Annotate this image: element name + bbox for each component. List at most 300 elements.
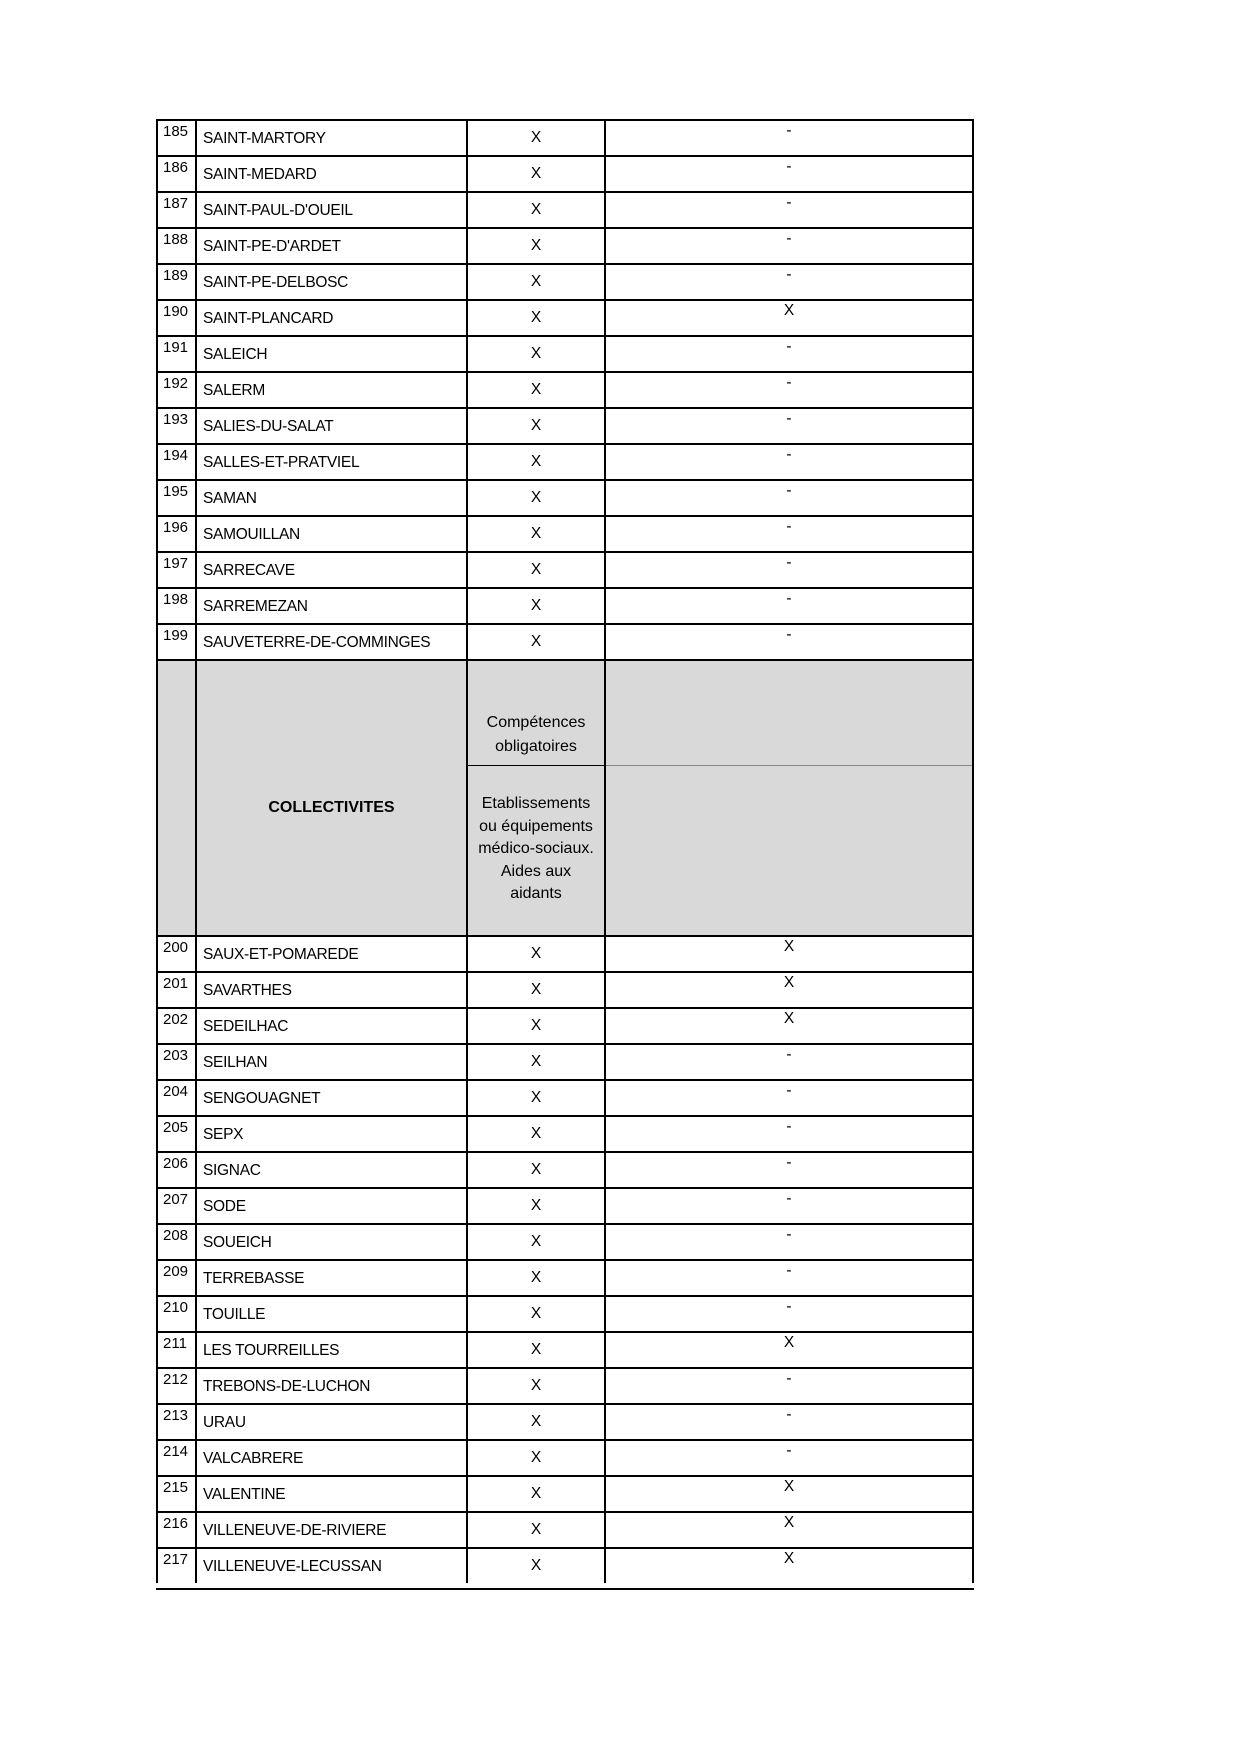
row-number: 197 xyxy=(163,555,189,572)
competence-mark: X xyxy=(530,417,542,434)
competence-cell xyxy=(466,515,604,551)
extra-mark: X xyxy=(783,938,795,955)
header-divider xyxy=(468,765,604,766)
competence-cell xyxy=(466,407,604,443)
commune-name: SALIES-DU-SALAT xyxy=(203,418,334,435)
name-cell xyxy=(195,623,466,659)
row-number: 187 xyxy=(163,195,189,212)
num-cell xyxy=(156,1367,195,1403)
commune-name: SOUEICH xyxy=(203,1234,272,1251)
num-cell xyxy=(156,1223,195,1259)
table-row xyxy=(156,1295,972,1331)
extra-mark: - xyxy=(786,1046,792,1063)
extra-mark: - xyxy=(786,1118,792,1135)
extra-cell xyxy=(604,1403,974,1439)
extra-cell xyxy=(604,1439,974,1475)
competence-mark: X xyxy=(530,1557,542,1574)
table-row xyxy=(156,1511,972,1547)
name-cell xyxy=(195,335,466,371)
competence-mark: X xyxy=(530,165,542,182)
extra-mark: X xyxy=(783,1478,795,1495)
commune-name: SAINT-MEDARD xyxy=(203,166,317,183)
row-number: 202 xyxy=(163,1011,189,1028)
commune-name: SAINT-PE-DELBOSC xyxy=(203,274,349,291)
num-cell xyxy=(156,1259,195,1295)
num-cell xyxy=(156,1043,195,1079)
row-number: 206 xyxy=(163,1155,189,1172)
extra-cell xyxy=(604,299,974,335)
name-cell xyxy=(195,971,466,1007)
extra-cell xyxy=(604,551,974,587)
header-num-cell xyxy=(156,659,195,935)
extra-mark: - xyxy=(786,554,792,571)
table-row xyxy=(156,1151,972,1187)
table-row xyxy=(156,263,972,299)
extra-mark: - xyxy=(786,266,792,283)
commune-name: SAMOUILLAN xyxy=(203,526,300,543)
row-number: 189 xyxy=(163,267,189,284)
extra-cell xyxy=(604,1007,974,1043)
table-row xyxy=(156,1547,972,1583)
commune-name: URAU xyxy=(203,1414,246,1431)
name-cell xyxy=(195,515,466,551)
num-cell xyxy=(156,971,195,1007)
header-line: Compétences xyxy=(486,714,586,731)
name-cell xyxy=(195,1187,466,1223)
name-cell xyxy=(195,1511,466,1547)
extra-cell xyxy=(604,971,974,1007)
competence-cell xyxy=(466,1151,604,1187)
num-cell xyxy=(156,479,195,515)
table-row xyxy=(156,299,972,335)
header-competences xyxy=(468,711,604,759)
competence-mark: X xyxy=(530,1161,542,1178)
num-cell xyxy=(156,551,195,587)
table-row xyxy=(156,1439,972,1475)
name-cell xyxy=(195,371,466,407)
row-number: 212 xyxy=(163,1371,189,1388)
competence-cell xyxy=(466,1187,604,1223)
competence-cell xyxy=(466,227,604,263)
commune-name: SARRECAVE xyxy=(203,562,295,579)
extra-cell xyxy=(604,935,974,971)
num-cell xyxy=(156,623,195,659)
row-number: 198 xyxy=(163,591,189,608)
num-cell xyxy=(156,443,195,479)
competence-mark: X xyxy=(530,489,542,506)
collectivites-table xyxy=(156,119,972,1583)
row-number: 214 xyxy=(163,1443,189,1460)
competence-mark: X xyxy=(530,981,542,998)
competence-mark: X xyxy=(530,453,542,470)
extra-mark: - xyxy=(786,1154,792,1171)
commune-name: SALLES-ET-PRATVIEL xyxy=(203,454,360,471)
num-cell xyxy=(156,935,195,971)
competence-mark: X xyxy=(530,381,542,398)
extra-cell xyxy=(604,1475,974,1511)
extra-mark: - xyxy=(786,626,792,643)
num-cell xyxy=(156,119,195,155)
row-number: 188 xyxy=(163,231,189,248)
extra-cell xyxy=(604,227,974,263)
table-row xyxy=(156,155,972,191)
competence-mark: X xyxy=(530,1449,542,1466)
competence-cell xyxy=(466,1475,604,1511)
row-number: 186 xyxy=(163,159,189,176)
header-collectivites: COLLECTIVITES xyxy=(268,799,395,816)
competence-mark: X xyxy=(530,1233,542,1250)
extra-mark: - xyxy=(786,374,792,391)
num-cell xyxy=(156,227,195,263)
extra-cell xyxy=(604,623,974,659)
competence-mark: X xyxy=(530,1089,542,1106)
num-cell xyxy=(156,1547,195,1583)
row-number: 205 xyxy=(163,1119,189,1136)
table-row xyxy=(156,1403,972,1439)
extra-mark: - xyxy=(786,1226,792,1243)
table-row xyxy=(156,935,972,971)
table-row xyxy=(156,971,972,1007)
name-cell xyxy=(195,263,466,299)
num-cell xyxy=(156,1187,195,1223)
row-number: 210 xyxy=(163,1299,189,1316)
header-extra-cell xyxy=(604,659,974,935)
competence-cell xyxy=(466,1115,604,1151)
header-collectivites-cell xyxy=(195,659,466,935)
commune-name: SAINT-PLANCARD xyxy=(203,310,334,327)
table-row xyxy=(156,479,972,515)
extra-cell xyxy=(604,1079,974,1115)
table-row xyxy=(156,335,972,371)
commune-name: TOUILLE xyxy=(203,1306,266,1323)
competence-cell xyxy=(466,971,604,1007)
commune-name: SAINT-PE-D'ARDET xyxy=(203,238,341,255)
row-number: 217 xyxy=(163,1551,189,1568)
extra-mark: - xyxy=(786,230,792,247)
extra-mark: - xyxy=(786,158,792,175)
table-header xyxy=(156,659,972,935)
name-cell xyxy=(195,119,466,155)
extra-mark: - xyxy=(786,1262,792,1279)
competence-mark: X xyxy=(530,345,542,362)
table-row xyxy=(156,1367,972,1403)
competence-mark: X xyxy=(530,1197,542,1214)
name-cell xyxy=(195,1475,466,1511)
commune-name: SARREMEZAN xyxy=(203,598,308,615)
commune-name: SAVARTHES xyxy=(203,982,292,999)
competence-cell xyxy=(466,191,604,227)
name-cell xyxy=(195,587,466,623)
competence-mark: X xyxy=(530,1053,542,1070)
competence-cell xyxy=(466,443,604,479)
competence-mark: X xyxy=(530,273,542,290)
name-cell xyxy=(195,1079,466,1115)
commune-name: SEDEILHAC xyxy=(203,1018,289,1035)
extra-mark: - xyxy=(786,410,792,427)
competence-cell xyxy=(466,1223,604,1259)
name-cell xyxy=(195,155,466,191)
competence-mark: X xyxy=(530,945,542,962)
competence-cell xyxy=(466,587,604,623)
name-cell xyxy=(195,1331,466,1367)
extra-mark: X xyxy=(783,1334,795,1351)
extra-cell xyxy=(604,1187,974,1223)
extra-cell xyxy=(604,1259,974,1295)
header-line: aidants xyxy=(510,885,562,902)
commune-name: VALENTINE xyxy=(203,1486,286,1503)
competence-mark: X xyxy=(530,561,542,578)
extra-mark: X xyxy=(783,1550,795,1567)
extra-mark: X xyxy=(783,974,795,991)
extra-mark: - xyxy=(786,194,792,211)
competence-mark: X xyxy=(530,633,542,650)
extra-cell xyxy=(604,443,974,479)
competence-cell xyxy=(466,155,604,191)
header-etablissements xyxy=(468,793,604,906)
extra-mark: X xyxy=(783,302,795,319)
competence-mark: X xyxy=(530,1485,542,1502)
extra-mark: - xyxy=(786,1370,792,1387)
competence-mark: X xyxy=(530,1017,542,1034)
extra-cell xyxy=(604,1547,974,1583)
extra-cell xyxy=(604,191,974,227)
row-number: 191 xyxy=(163,339,189,356)
extra-cell xyxy=(604,1511,974,1547)
competence-cell xyxy=(466,1259,604,1295)
table-row xyxy=(156,407,972,443)
name-cell xyxy=(195,191,466,227)
row-number: 215 xyxy=(163,1479,189,1496)
table-row xyxy=(156,1187,972,1223)
table-row xyxy=(156,1259,972,1295)
num-cell xyxy=(156,263,195,299)
table-row xyxy=(156,515,972,551)
competence-mark: X xyxy=(530,1413,542,1430)
num-cell xyxy=(156,1079,195,1115)
name-cell xyxy=(195,1403,466,1439)
competence-mark: X xyxy=(530,1305,542,1322)
extra-cell xyxy=(604,1115,974,1151)
competence-cell xyxy=(466,1295,604,1331)
name-cell xyxy=(195,407,466,443)
row-number: 199 xyxy=(163,627,189,644)
competence-mark: X xyxy=(530,1125,542,1142)
num-cell xyxy=(156,1475,195,1511)
num-cell xyxy=(156,1295,195,1331)
table-bottom-border xyxy=(156,1588,974,1590)
competence-cell xyxy=(466,1331,604,1367)
commune-name: VILLENEUVE-LECUSSAN xyxy=(203,1558,382,1575)
num-cell xyxy=(156,1403,195,1439)
num-cell xyxy=(156,515,195,551)
commune-name: SODE xyxy=(203,1198,246,1215)
num-cell xyxy=(156,407,195,443)
commune-name: SAUVETERRE-DE-COMMINGES xyxy=(203,634,431,651)
row-number: 201 xyxy=(163,975,189,992)
commune-name: SALEICH xyxy=(203,346,268,363)
num-cell xyxy=(156,1511,195,1547)
competence-cell xyxy=(466,119,604,155)
table-row xyxy=(156,119,972,155)
competence-cell xyxy=(466,299,604,335)
num-cell xyxy=(156,191,195,227)
num-cell xyxy=(156,1115,195,1151)
competence-mark: X xyxy=(530,309,542,326)
name-cell xyxy=(195,1295,466,1331)
commune-name: LES TOURREILLES xyxy=(203,1342,340,1359)
table-row xyxy=(156,1475,972,1511)
commune-name: VALCABRERE xyxy=(203,1450,304,1467)
extra-cell xyxy=(604,515,974,551)
row-number: 190 xyxy=(163,303,189,320)
competence-mark: X xyxy=(530,201,542,218)
competence-cell xyxy=(466,371,604,407)
table-row xyxy=(156,443,972,479)
competence-cell xyxy=(466,263,604,299)
competence-cell xyxy=(466,1043,604,1079)
num-cell xyxy=(156,1151,195,1187)
row-number: 204 xyxy=(163,1083,189,1100)
table-body-bottom xyxy=(156,935,972,1583)
extra-cell xyxy=(604,119,974,155)
row-number: 216 xyxy=(163,1515,189,1532)
commune-name: SEPX xyxy=(203,1126,244,1143)
row-number: 207 xyxy=(163,1191,189,1208)
name-cell xyxy=(195,1439,466,1475)
row-number: 209 xyxy=(163,1263,189,1280)
extra-mark: - xyxy=(786,1442,792,1459)
extra-cell xyxy=(604,1331,974,1367)
name-cell xyxy=(195,1223,466,1259)
table-row xyxy=(156,1115,972,1151)
competence-mark: X xyxy=(530,597,542,614)
num-cell xyxy=(156,1007,195,1043)
competence-cell xyxy=(466,479,604,515)
extra-cell xyxy=(604,371,974,407)
num-cell xyxy=(156,1331,195,1367)
name-cell xyxy=(195,1115,466,1151)
num-cell xyxy=(156,1439,195,1475)
table-row xyxy=(156,623,972,659)
extra-mark: - xyxy=(786,122,792,139)
commune-name: SAUX-ET-POMAREDE xyxy=(203,946,359,963)
row-number: 200 xyxy=(163,939,189,956)
header-divider xyxy=(606,765,972,766)
row-number: 193 xyxy=(163,411,189,428)
competence-cell xyxy=(466,1079,604,1115)
commune-name: SALERM xyxy=(203,382,265,399)
extra-cell xyxy=(604,335,974,371)
extra-mark: - xyxy=(786,1298,792,1315)
extra-cell xyxy=(604,407,974,443)
num-cell xyxy=(156,299,195,335)
table-row xyxy=(156,1079,972,1115)
extra-cell xyxy=(604,479,974,515)
table-row xyxy=(156,371,972,407)
name-cell xyxy=(195,1367,466,1403)
competence-cell xyxy=(466,623,604,659)
name-cell xyxy=(195,443,466,479)
competence-mark: X xyxy=(530,1377,542,1394)
row-number: 213 xyxy=(163,1407,189,1424)
header-line: Etablissements xyxy=(481,795,591,812)
row-number: 208 xyxy=(163,1227,189,1244)
row-number: 195 xyxy=(163,483,189,500)
header-competences-cell xyxy=(466,659,604,935)
commune-name: SAINT-PAUL-D'OUEIL xyxy=(203,202,353,219)
row-number: 211 xyxy=(163,1335,187,1352)
row-number: 192 xyxy=(163,375,189,392)
extra-cell xyxy=(604,263,974,299)
num-cell xyxy=(156,587,195,623)
competence-mark: X xyxy=(530,1269,542,1286)
commune-name: SIGNAC xyxy=(203,1162,261,1179)
num-cell xyxy=(156,371,195,407)
competence-mark: X xyxy=(530,525,542,542)
competence-cell xyxy=(466,1511,604,1547)
header-line: médico-sociaux. xyxy=(478,840,594,857)
competence-mark: X xyxy=(530,237,542,254)
extra-mark: - xyxy=(786,590,792,607)
name-cell xyxy=(195,299,466,335)
row-number: 185 xyxy=(163,123,189,140)
commune-name: VILLENEUVE-DE-RIVIERE xyxy=(203,1522,387,1539)
name-cell xyxy=(195,551,466,587)
name-cell xyxy=(195,1007,466,1043)
extra-mark: - xyxy=(786,446,792,463)
name-cell xyxy=(195,1259,466,1295)
commune-name: TERREBASSE xyxy=(203,1270,305,1287)
extra-cell xyxy=(604,155,974,191)
table-row xyxy=(156,1043,972,1079)
commune-name: SEILHAN xyxy=(203,1054,268,1071)
num-cell xyxy=(156,335,195,371)
table-row xyxy=(156,191,972,227)
header-line: Aides aux xyxy=(500,862,572,880)
table-row xyxy=(156,551,972,587)
extra-mark: X xyxy=(783,1010,795,1027)
extra-mark: - xyxy=(786,1406,792,1423)
competence-cell xyxy=(466,1007,604,1043)
row-number: 203 xyxy=(163,1047,189,1064)
extra-cell xyxy=(604,1151,974,1187)
table-body-top xyxy=(156,119,972,659)
name-cell xyxy=(195,227,466,263)
extra-mark: - xyxy=(786,482,792,499)
extra-mark: X xyxy=(783,1514,795,1531)
competence-mark: X xyxy=(530,1341,542,1358)
competence-cell xyxy=(466,1547,604,1583)
name-cell xyxy=(195,1151,466,1187)
competence-cell xyxy=(466,1439,604,1475)
competence-cell xyxy=(466,935,604,971)
competence-cell xyxy=(466,1403,604,1439)
row-number: 196 xyxy=(163,519,189,536)
name-cell xyxy=(195,479,466,515)
extra-cell xyxy=(604,587,974,623)
name-cell xyxy=(195,935,466,971)
extra-mark: - xyxy=(786,518,792,535)
header-line: ou équipements xyxy=(479,817,593,835)
extra-cell xyxy=(604,1295,974,1331)
competence-cell xyxy=(466,335,604,371)
row-number: 194 xyxy=(163,447,189,464)
competence-mark: X xyxy=(530,129,542,146)
extra-cell xyxy=(604,1367,974,1403)
commune-name: SENGOUAGNET xyxy=(203,1090,321,1107)
extra-cell xyxy=(604,1043,974,1079)
table-row xyxy=(156,1331,972,1367)
